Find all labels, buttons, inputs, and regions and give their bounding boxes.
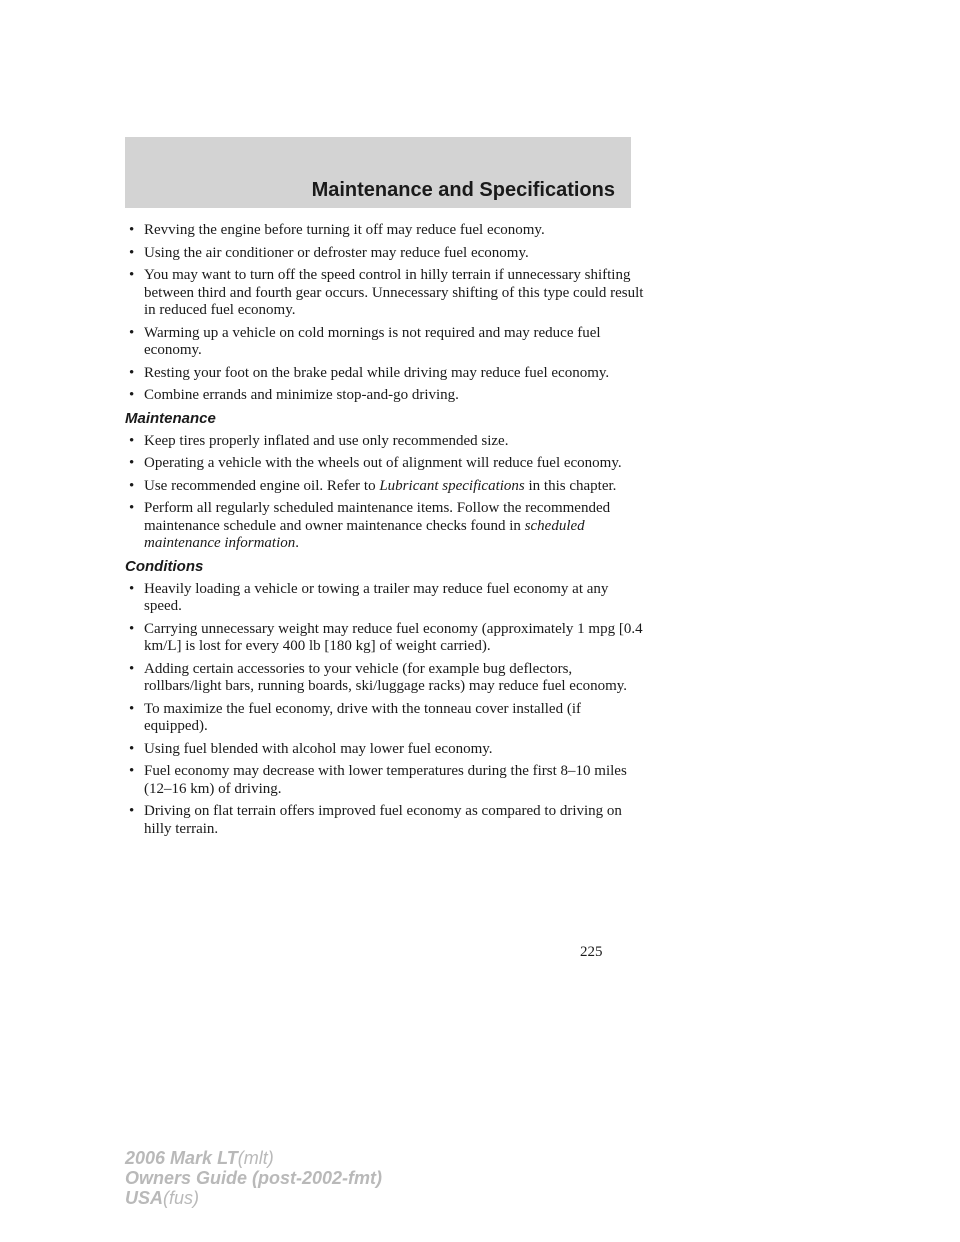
bullet-icon: • bbox=[129, 387, 135, 403]
list-item bbox=[125, 803, 645, 838]
bullet-icon: • bbox=[129, 455, 135, 471]
cross-reference: scheduled maintenance information bbox=[144, 517, 585, 551]
list-item bbox=[125, 741, 645, 759]
list-item bbox=[125, 763, 645, 798]
list-item bbox=[125, 325, 645, 360]
bullet-icon: • bbox=[129, 580, 135, 597]
footer-market-code: (fus) bbox=[163, 1188, 200, 1208]
bullet-icon: • bbox=[129, 803, 135, 819]
maintenance-heading: Maintenance bbox=[125, 409, 216, 427]
bullet-icon: • bbox=[129, 700, 135, 717]
list-item-text: Warming up a vehicle on cold mornings is not required and may reduce fuel economy. bbox=[144, 324, 601, 358]
list-item bbox=[125, 581, 645, 616]
list-item-text: in this chapter. bbox=[524, 477, 617, 494]
bullet-icon: • bbox=[129, 244, 135, 261]
bullet-icon: • bbox=[129, 660, 135, 677]
list-item bbox=[125, 455, 645, 473]
footer-line-guide: Owners Guide (post-2002-fmt) bbox=[125, 1168, 383, 1188]
list-item-text: Resting your foot on the brake pedal while driving may reduce fuel economy. bbox=[144, 364, 610, 381]
list-item bbox=[125, 245, 645, 263]
bullet-icon: • bbox=[129, 477, 135, 494]
list-item bbox=[125, 621, 645, 656]
conditions-heading: Conditions bbox=[125, 557, 204, 575]
list-item-text: Carrying unnecessary weight may reduce fuel economy (approximately 1 mpg [0.4 km/L] is lost for every 400 lb [180 kg] of weight carried). bbox=[144, 620, 643, 654]
list-item-text: You may want to turn off the speed control in hilly terrain if unnecessary shifting between third and fourth gear occurs. Unnecessary shifting of this type could result in reduced fuel economy. bbox=[144, 267, 644, 318]
footer-market: USA bbox=[125, 1188, 164, 1208]
footer-model: 2006 Mark LT bbox=[125, 1148, 238, 1168]
bullet-icon: • bbox=[129, 763, 135, 779]
list-item bbox=[125, 478, 645, 496]
list-item-text: Perform all regularly scheduled maintenance items. Follow the recommended maintenance schedule and owner maintenance checks found in bbox=[144, 500, 611, 534]
page-content bbox=[125, 222, 645, 843]
list-item-text: Using the air conditioner or defroster may reduce fuel economy. bbox=[144, 244, 529, 261]
list-item-text: Use recommended engine oil. Refer to bbox=[144, 477, 380, 494]
document-footer bbox=[125, 1148, 382, 1208]
list-item bbox=[125, 387, 645, 405]
list-item-text: Using fuel blended with alcohol may lower fuel economy. bbox=[144, 740, 493, 757]
bullet-icon: • bbox=[129, 432, 135, 449]
list-item bbox=[125, 701, 645, 736]
bullet-icon: • bbox=[129, 267, 135, 283]
list-item-text: Operating a vehicle with the wheels out of alignment will reduce fuel economy. bbox=[144, 455, 622, 471]
list-item bbox=[125, 267, 645, 320]
section-title: Maintenance and Specifications bbox=[311, 179, 615, 201]
bullet-icon: • bbox=[129, 500, 135, 516]
bullet-icon: • bbox=[129, 620, 135, 637]
bullet-icon: • bbox=[129, 222, 135, 238]
list-item-text: Adding certain accessories to your vehicle (for example bug deflectors, rollbars/light bars, running boards, ski/luggage racks) may reduce fuel economy. bbox=[144, 660, 628, 694]
list-item bbox=[125, 500, 645, 553]
section-header-band bbox=[125, 137, 631, 208]
list-item bbox=[125, 222, 645, 240]
list-item-text: To maximize the fuel economy, drive with the tonneau cover installed (if equipped). bbox=[144, 700, 581, 734]
footer-line-market bbox=[125, 1188, 382, 1208]
list-item bbox=[125, 661, 645, 696]
footer-line-model bbox=[125, 1148, 382, 1168]
footer-model-code: (mlt) bbox=[237, 1148, 274, 1168]
list-item-text: Driving on flat terrain offers improved fuel economy as compared to driving on hilly terrain. bbox=[144, 803, 622, 837]
list-item-text: Fuel economy may decrease with lower temperatures during the first 8–10 miles (12–16 km) of driving. bbox=[144, 763, 627, 797]
list-item-text: Heavily loading a vehicle or towing a trailer may reduce fuel economy at any speed. bbox=[144, 580, 609, 614]
list-item-text: Revving the engine before turning it off may reduce fuel economy. bbox=[144, 222, 545, 238]
list-item-text: Keep tires properly inflated and use only recommended size. bbox=[144, 432, 509, 449]
list-item bbox=[125, 365, 645, 383]
bullet-icon: • bbox=[129, 364, 135, 381]
list-item bbox=[125, 433, 645, 451]
list-item-text: . bbox=[295, 535, 299, 551]
cross-reference: Lubricant specifications bbox=[379, 477, 525, 494]
page-number: 225 bbox=[580, 944, 603, 960]
bullet-icon: • bbox=[129, 740, 135, 757]
list-item-text: Combine errands and minimize stop-and-go driving. bbox=[144, 387, 459, 403]
bullet-icon: • bbox=[129, 324, 135, 341]
